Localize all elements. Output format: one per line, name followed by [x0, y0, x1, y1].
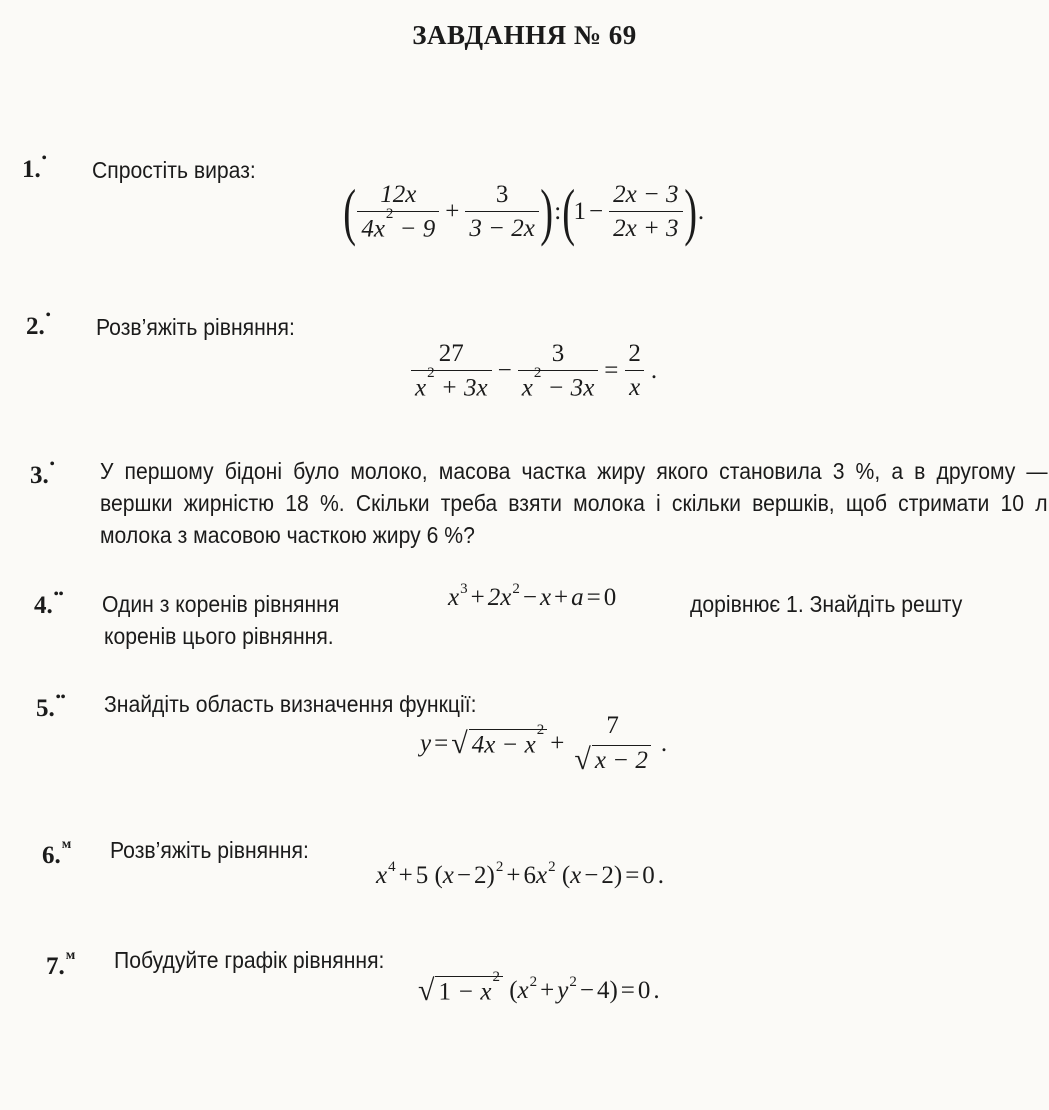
task-2-equation: $\frac{27}{x^2 + 3x}$ − $\frac{3}{x^2 - 3x}$ = $\frac{2}{x}$ . — [408, 340, 660, 402]
task-5-function: y = √ $4x - x^2$ + 7 √ x − 2 . — [420, 712, 668, 776]
task-7-text: Побудуйте графік рівняння: — [114, 947, 385, 973]
task-1-text: Спростіть вираз: — [92, 157, 256, 183]
task-6-text: Розв’яжіть рівняння: — [110, 837, 309, 863]
task-6-number: 6.$^м$ — [42, 836, 72, 869]
task-2-text: Розв’яжіть рівняння: — [96, 314, 295, 340]
task-4-text-before: Один з коренів рівняння — [102, 591, 340, 617]
task-4-text-line2: коренів цього рівняння. — [104, 623, 334, 649]
task-5-text: Знайдіть область визначення функції: — [104, 691, 477, 717]
page-title: ЗАВДАННЯ № 69 — [412, 20, 637, 50]
task-4-number: 4.•• — [34, 586, 64, 619]
task-7-equation: √ $1 - x^2$ ( x $^2$ + y $^2$ − 4) = 0 . — [418, 969, 660, 1008]
task-7-number: 7.$^м$ — [46, 947, 76, 980]
task-5-number: 5.•• — [36, 689, 66, 722]
task-6-equation: x $^4$ + 5 ( x − 2) $^2$ + 6 x $^2$ ( x − 2) = 0 . — [376, 858, 665, 889]
task-4-equation: x $^3$ + 2 x $^2$ − x + a = 0 — [448, 580, 617, 611]
task-4-text-after: дорівнює 1. Знайдіть решту — [690, 591, 963, 617]
task-3-number: 3.• — [30, 456, 55, 489]
task-2-number: 2.• — [26, 307, 51, 340]
task-3-text: У першому бідоні було молоко, масова частка жиру якого становила 3 %, а в другому — вершки жирністю 18 %. Скільки треба взяти молока і скільки вершків, щоб стримати 10 л молока з масовою часткою жиру 6 %? — [100, 458, 1048, 548]
task-1-expression: ( $\frac{12x}{4x^2 - 9}$ + $\frac{3}{3 - 2x}$ ) : ( 1 − $\frac{2x - 3}{2x + 3}$ ) . — [343, 176, 705, 247]
task-1-number: 1.• — [22, 150, 47, 183]
